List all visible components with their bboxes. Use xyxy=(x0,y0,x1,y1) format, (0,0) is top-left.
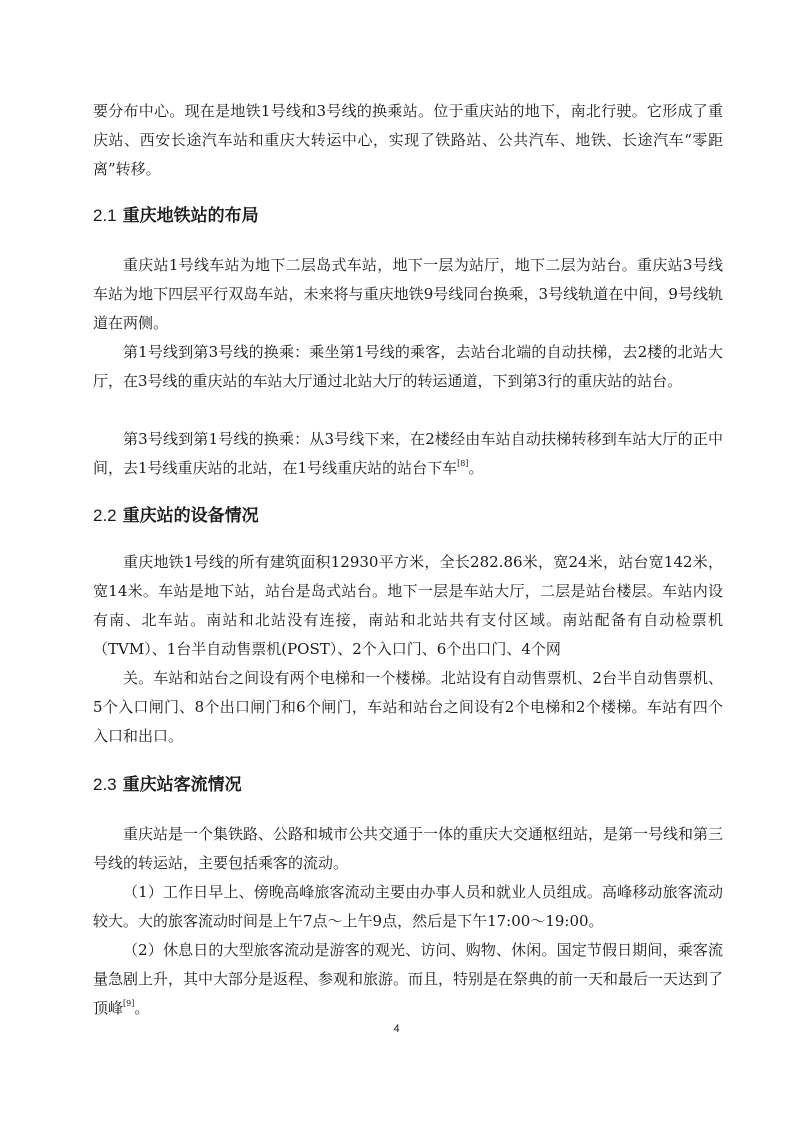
section-number: 2.2 xyxy=(93,506,117,525)
paragraph-end-punct: 。 xyxy=(134,999,150,1017)
section-number: 2.1 xyxy=(93,206,117,225)
section-title: 重庆地铁站的布局 xyxy=(122,206,259,226)
section-title: 重庆站的设备情况 xyxy=(122,506,259,526)
paragraph-2-3-weekday: （1）工作日早上、傍晚高峰旅客流动主要由办事人员和就业人员组成。高峰移动旅客流动较大。大的旅客流动时间是上午7点～上午9点，然后是下午17:00～19:00。 xyxy=(93,883,723,930)
section-heading-2-3 xyxy=(93,773,242,797)
page-number: 4 xyxy=(393,1023,400,1035)
paragraph-end-punct: 。 xyxy=(468,459,484,477)
paragraph-2-2-equipment: 重庆地铁1号线的所有建筑面积12930平方米，全长282.86米，宽24米，站台宽142米，宽14米。车站是地下站，站台是岛式站台。地下一层是车站大厅，二层是站台楼层。车站内设有南、北车站。南站和北站没有连接，南站和北站共有支付区域。南站配备有自动检票机（TVM）、1台半自动售票机(POST）、2个入口门、6个出口门、4个网 xyxy=(93,553,723,658)
paragraph-body: 第3号线到第1号线的换乘：从3号线下来，在2楼经由车站自动扶梯转移到车站大厅的正中间，去1号线重庆站的北站，在1号线重庆站的站台下车 xyxy=(93,430,723,477)
paragraph-body: （2）休息日的大型旅客流动是游客的观光、访问、购物、休闲。国定节假日期间，乘客流量急剧上升，其中大部分是返程、参观和旅游。而且，特别是在祭典的前一天和最后一天达到了顶峰 xyxy=(93,941,724,1017)
section-heading-2-1 xyxy=(93,204,259,228)
section-heading-2-2 xyxy=(93,504,259,528)
citation-marker: [8] xyxy=(457,459,469,468)
paragraph-2-2-north-station: 关。车站和站台之间设有两个电梯和一个楼梯。北站设有自动售票机、2台半自动售票机、5个入口闸门、8个出口闸门和6个闸门，车站和站台之间设有2个电梯和2个楼梯。车站有四个入口和出口。 xyxy=(93,669,723,745)
paragraph-2-3-hub: 重庆站是一个集铁路、公路和城市公共交通于一体的重庆大交通枢纽站，是第一号线和第三号线的转运站，主要包括乘客的流动。 xyxy=(93,825,724,872)
paragraph-2-3-holiday xyxy=(93,936,723,1023)
paragraph-2-1-layout: 重庆站1号线车站为地下二层岛式车站，地下一层为站厅，地下二层为站台。重庆站3号线车站为地下四层平行双岛车站，未来将与重庆地铁9号线同台换乘，3号线轨道在中间，9号线轨道在两侧。 xyxy=(93,256,723,332)
paragraph-2-1-transfer-1-to-3: 第1号线到第3号线的换乘：乘坐第1号线的乘客，去站台北端的自动扶梯，去2楼的北站大厅，在3号线的重庆站的车站大厅通过北站大厅的转运通道，下到第3行的重庆站的站台。 xyxy=(93,343,723,390)
section-title: 重庆站客流情况 xyxy=(122,775,242,795)
paragraph-2-1-transfer-3-to-1 xyxy=(93,425,723,483)
intro-paragraph: 要分布中心。现在是地铁1号线和3号线的换乘站。位于重庆站的地下，南北行驶。它形成了重庆站、西安长途汽车站和重庆大转运中心，实现了铁路站、公共汽车、地铁、长途汽车“零距离”转移。 xyxy=(93,102,723,178)
citation-marker: [9] xyxy=(123,999,135,1008)
section-number: 2.3 xyxy=(93,775,117,794)
